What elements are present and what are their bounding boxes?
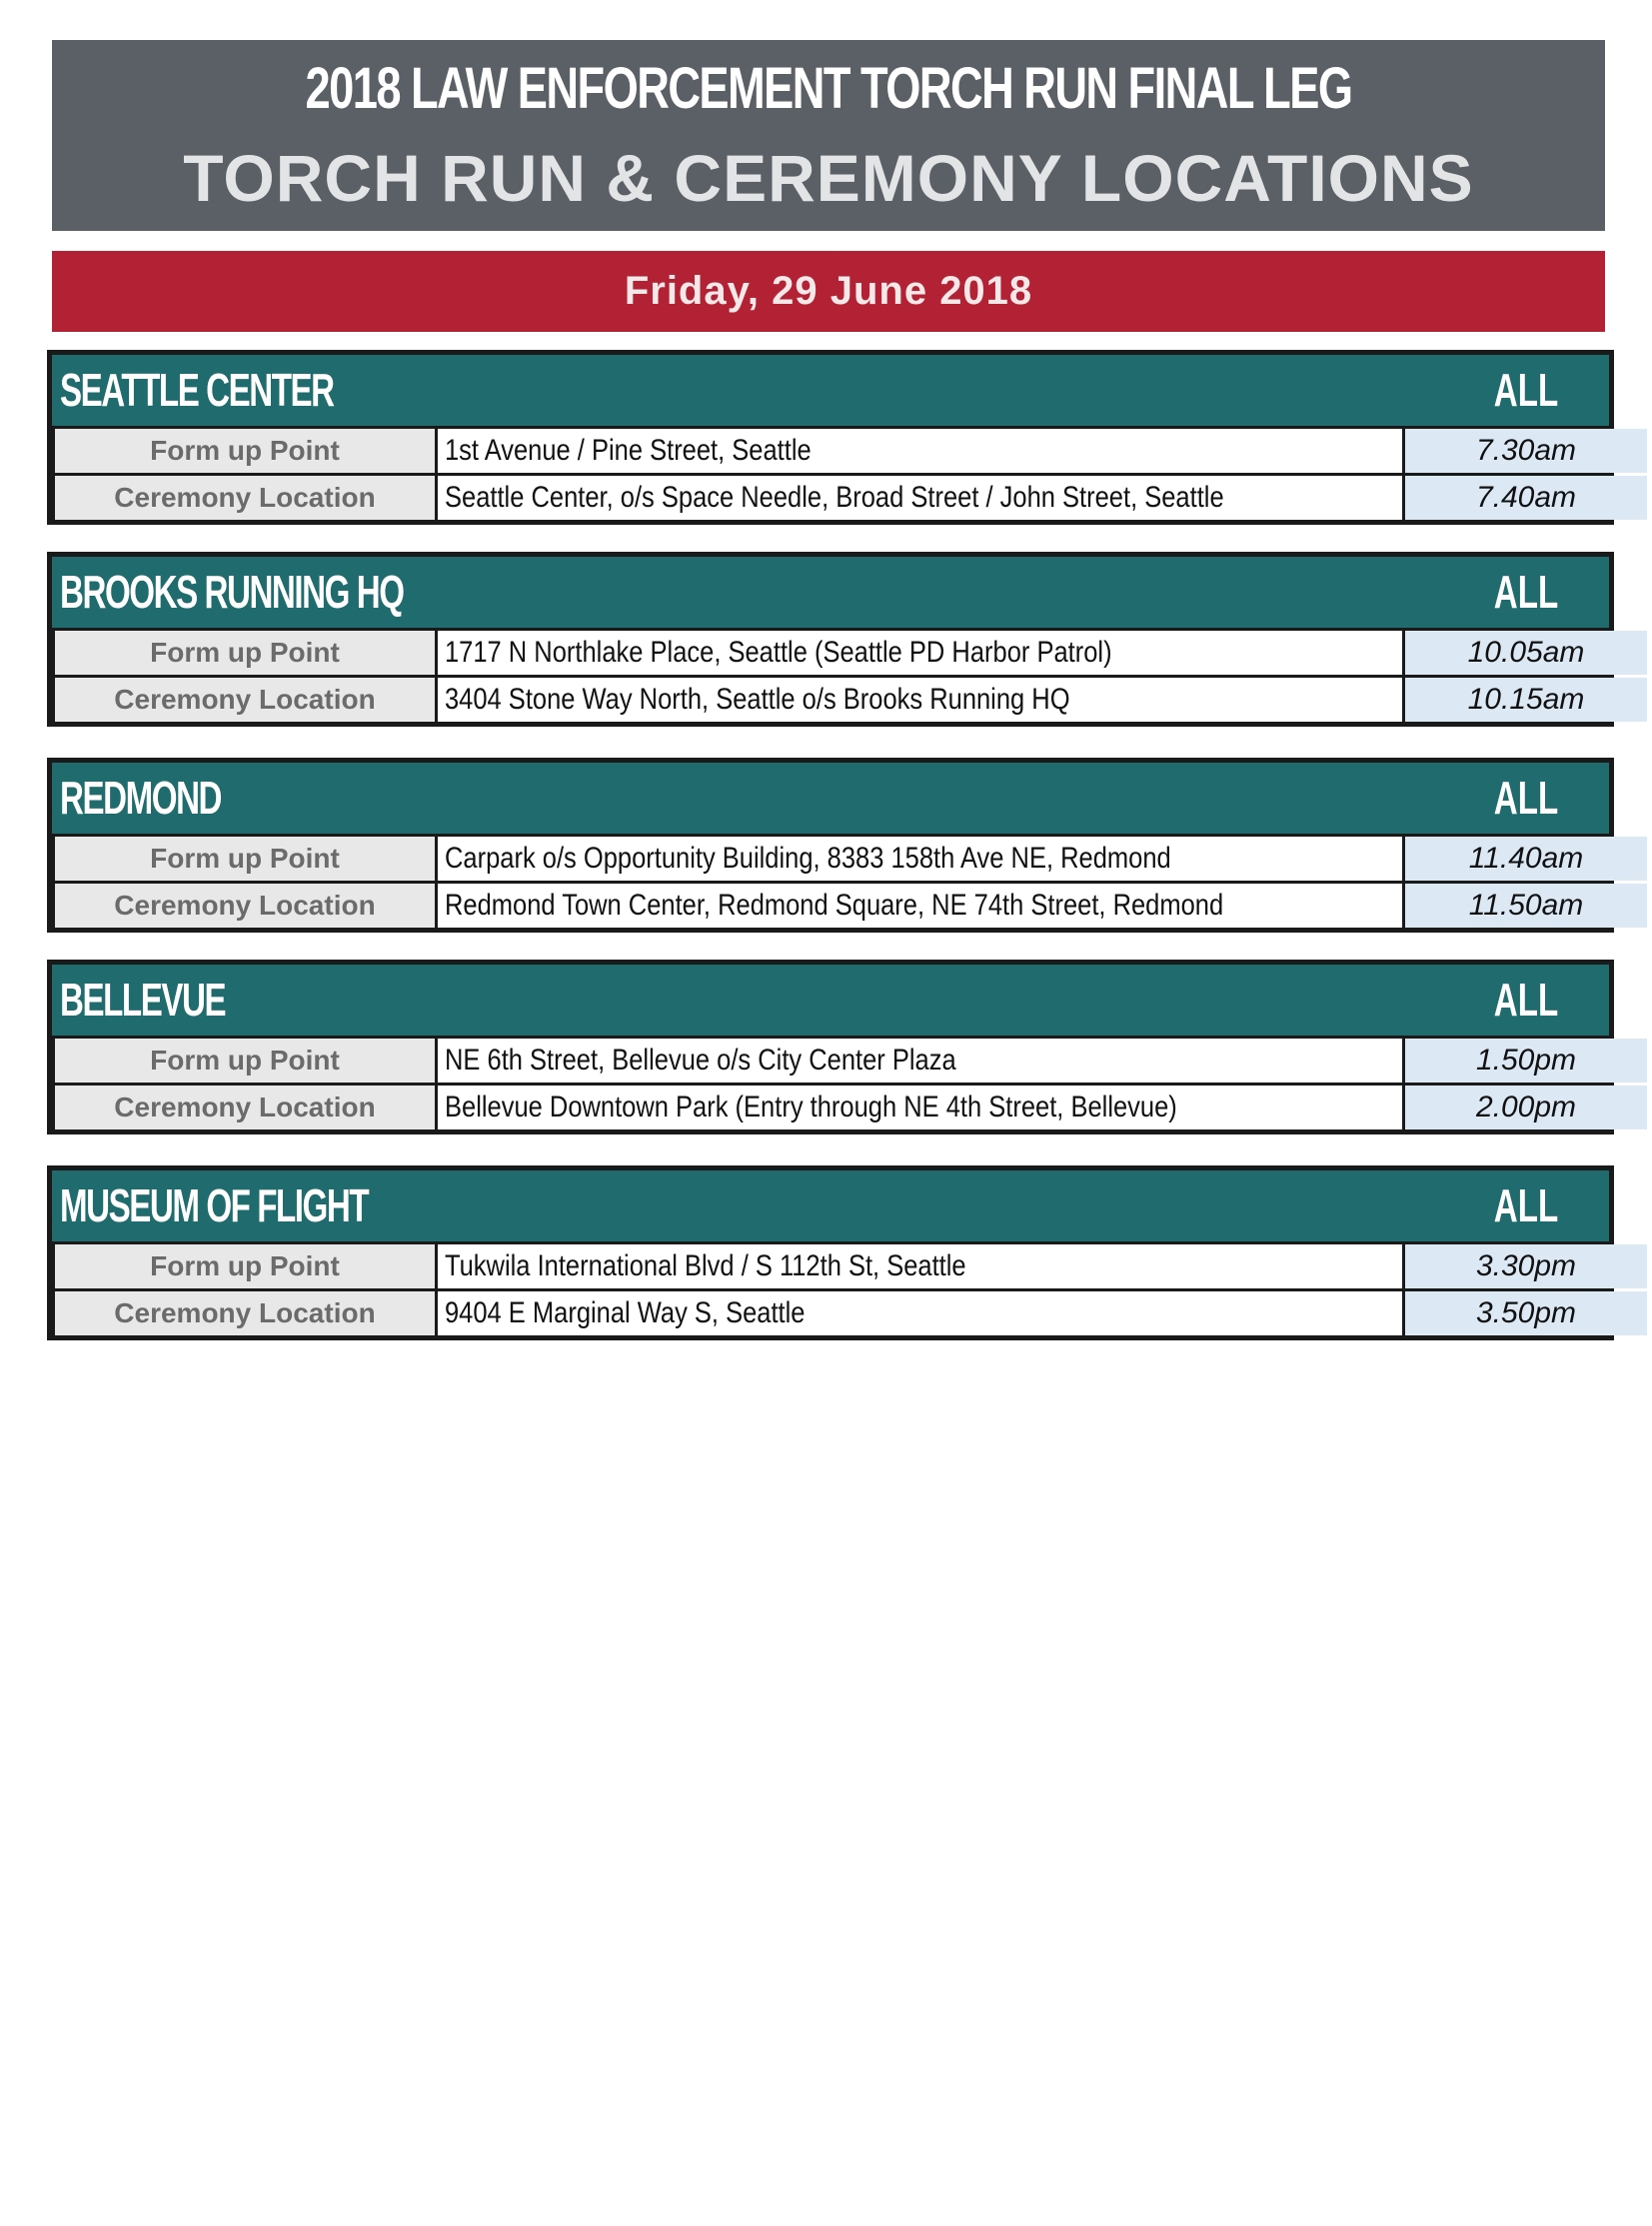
table-row-form-up	[52, 631, 1609, 675]
title-banner	[52, 40, 1605, 231]
table-row-ceremony	[52, 476, 1609, 520]
section-group-label: ALL	[1493, 566, 1559, 618]
section-header	[52, 1170, 1609, 1241]
table-row-form-up	[52, 1039, 1609, 1083]
location-section-seattle-center	[47, 350, 1614, 525]
row-location: Bellevue Downtown Park (Entry through NE 4th Street, Bellevue)	[438, 1086, 1402, 1129]
row-time: 3.30pm	[1405, 1244, 1647, 1288]
row-location: Redmond Town Center, Redmond Square, NE 74th Street, Redmond	[438, 884, 1402, 928]
row-label: Form up Point	[55, 1244, 435, 1288]
event-title: 2018 LAW ENFORCEMENT TORCH RUN FINAL LEG	[305, 56, 1352, 121]
location-section-brooks-running-hq	[47, 552, 1614, 727]
row-location: Seattle Center, o/s Space Needle, Broad Street / John Street, Seattle	[438, 476, 1402, 520]
row-label: Ceremony Location	[55, 884, 435, 928]
row-time: 11.40am	[1405, 837, 1647, 881]
section-group-label: ALL	[1493, 974, 1559, 1026]
location-section-museum-of-flight	[47, 1165, 1614, 1340]
row-location: Carpark o/s Opportunity Building, 8383 158th Ave NE, Redmond	[438, 837, 1402, 881]
date-banner	[52, 251, 1605, 332]
row-location: 1st Avenue / Pine Street, Seattle	[438, 429, 1402, 473]
section-header	[52, 763, 1609, 834]
section-title: REDMOND	[60, 772, 222, 824]
row-location: 9404 E Marginal Way S, Seattle	[438, 1291, 1402, 1335]
row-location: NE 6th Street, Bellevue o/s City Center Plaza	[438, 1039, 1402, 1083]
section-group-label: ALL	[1493, 1179, 1559, 1231]
row-label: Form up Point	[55, 837, 435, 881]
section-title: BELLEVUE	[60, 974, 226, 1026]
table-row-ceremony	[52, 1291, 1609, 1335]
row-time: 10.15am	[1405, 678, 1647, 722]
location-section-bellevue	[47, 960, 1614, 1134]
row-time: 2.00pm	[1405, 1086, 1647, 1129]
section-header	[52, 557, 1609, 628]
row-location: Tukwila International Blvd / S 112th St, Seattle	[438, 1244, 1402, 1288]
event-date: Friday, 29 June 2018	[624, 269, 1033, 313]
section-group-label: ALL	[1493, 364, 1559, 416]
row-location: 1717 N Northlake Place, Seattle (Seattle PD Harbor Patrol)	[438, 631, 1402, 675]
table-row-form-up	[52, 1244, 1609, 1288]
table-row-ceremony	[52, 678, 1609, 722]
row-label: Ceremony Location	[55, 1291, 435, 1335]
page-title: TORCH RUN & CEREMONY LOCATIONS	[183, 141, 1474, 215]
row-time: 7.40am	[1405, 476, 1647, 520]
row-label: Ceremony Location	[55, 678, 435, 722]
row-time: 10.05am	[1405, 631, 1647, 675]
section-title: BROOKS RUNNING HQ	[60, 566, 404, 618]
section-title: MUSEUM OF FLIGHT	[60, 1179, 369, 1231]
row-time: 11.50am	[1405, 884, 1647, 928]
row-label: Form up Point	[55, 429, 435, 473]
row-location: 3404 Stone Way North, Seattle o/s Brooks Running HQ	[438, 678, 1402, 722]
table-row-ceremony	[52, 884, 1609, 928]
table-row-form-up	[52, 837, 1609, 881]
section-group-label: ALL	[1493, 772, 1559, 824]
row-time: 1.50pm	[1405, 1039, 1647, 1083]
section-header	[52, 355, 1609, 426]
row-label: Form up Point	[55, 631, 435, 675]
row-time: 3.50pm	[1405, 1291, 1647, 1335]
table-row-form-up	[52, 429, 1609, 473]
row-label: Ceremony Location	[55, 1086, 435, 1129]
table-row-ceremony	[52, 1086, 1609, 1129]
row-label: Ceremony Location	[55, 476, 435, 520]
section-header	[52, 965, 1609, 1036]
location-section-redmond	[47, 758, 1614, 933]
row-time: 7.30am	[1405, 429, 1647, 473]
section-title: SEATTLE CENTER	[60, 364, 334, 416]
row-label: Form up Point	[55, 1039, 435, 1083]
